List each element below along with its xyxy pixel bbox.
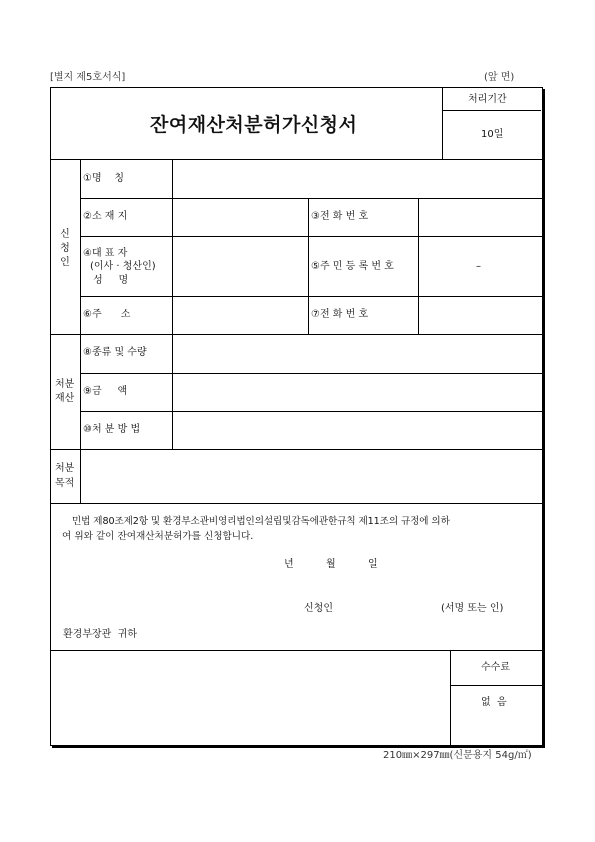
phone-field-1[interactable] [419, 199, 541, 236]
fee-divider [450, 685, 542, 686]
resident-no-dash: – [476, 261, 481, 272]
type-qty-label: ⑧종류 및 수량 [83, 347, 147, 358]
phone-label-2: ⑦전 화 번 호 [311, 309, 369, 320]
rep-label-line2: (이사 · 청산인) [90, 261, 156, 272]
rep-label-line3: 성 명 [93, 275, 129, 286]
address-label: ⑥주 소 [83, 309, 131, 320]
date-year: 년 [284, 559, 294, 570]
signature-label: (서명 또는 인) [441, 603, 504, 614]
page-side-label: (앞 면) [484, 72, 515, 83]
mid-col-line [308, 198, 309, 334]
processing-period-value: 10일 [481, 129, 504, 140]
location-label: ②소 재 지 [83, 211, 128, 222]
fee-value: 없 음 [481, 697, 507, 708]
name-label: ①명 칭 [83, 173, 124, 184]
location-field[interactable] [173, 199, 307, 236]
frame-shadow-bottom [52, 745, 545, 748]
applicant-section-text: 신청인 [60, 229, 70, 268]
title-divider [442, 88, 443, 159]
paper-spec: 210㎜×297㎜(신문용지 54g/㎡) [383, 750, 532, 761]
fee-col-line [450, 650, 451, 746]
purpose-field[interactable] [81, 450, 541, 503]
phone-field-2[interactable] [419, 297, 541, 334]
statement-line-2: 여 위와 같이 잔여재산처분허가를 신청합니다. [62, 531, 254, 542]
applicant-sign-label: 신청인 [304, 603, 333, 614]
statement-line-1: 민법 제80조제2항 및 환경부소관비영리법인의설립및감독에관한규칙 제11조의 규정에 의하 [72, 516, 450, 527]
resident-no-field[interactable] [419, 237, 541, 296]
method-label: ⑩처 분 방 법 [83, 424, 141, 435]
name-field[interactable] [173, 160, 541, 198]
form-number: [별지 제5호서식] [50, 72, 126, 83]
amount-label: ⑨금 액 [83, 386, 128, 397]
resident-no-label: ⑤주 민 등 록 번 호 [311, 261, 394, 272]
statement-bottom-line [50, 650, 542, 651]
rep-name-field[interactable] [173, 237, 307, 296]
date-month: 월 [326, 559, 336, 570]
method-field[interactable] [173, 412, 541, 449]
applicant-section-label [59, 228, 71, 270]
property-section-label-2: 재산 [55, 393, 75, 404]
purpose-section-label-1: 처분 [55, 463, 75, 474]
address-field[interactable] [173, 297, 307, 334]
purpose-bottom-line [50, 503, 542, 504]
frame-shadow-right [542, 89, 545, 746]
phone-label-1: ③전 화 번 호 [311, 211, 369, 222]
page-title: 잔여재산처분허가신청서 [150, 114, 358, 136]
processing-period-label: 처리기간 [468, 94, 507, 105]
recipient: 환경부장관 귀하 [63, 629, 137, 640]
property-section-label-1: 처분 [55, 379, 75, 390]
date-day: 일 [368, 559, 378, 570]
purpose-section-label-2: 목적 [55, 478, 75, 489]
period-divider [442, 110, 541, 111]
amount-field[interactable] [173, 374, 541, 411]
rep-label-line1: ④대 표 자 [83, 248, 128, 259]
fee-label: 수수료 [481, 662, 510, 673]
type-qty-field[interactable] [173, 335, 541, 373]
